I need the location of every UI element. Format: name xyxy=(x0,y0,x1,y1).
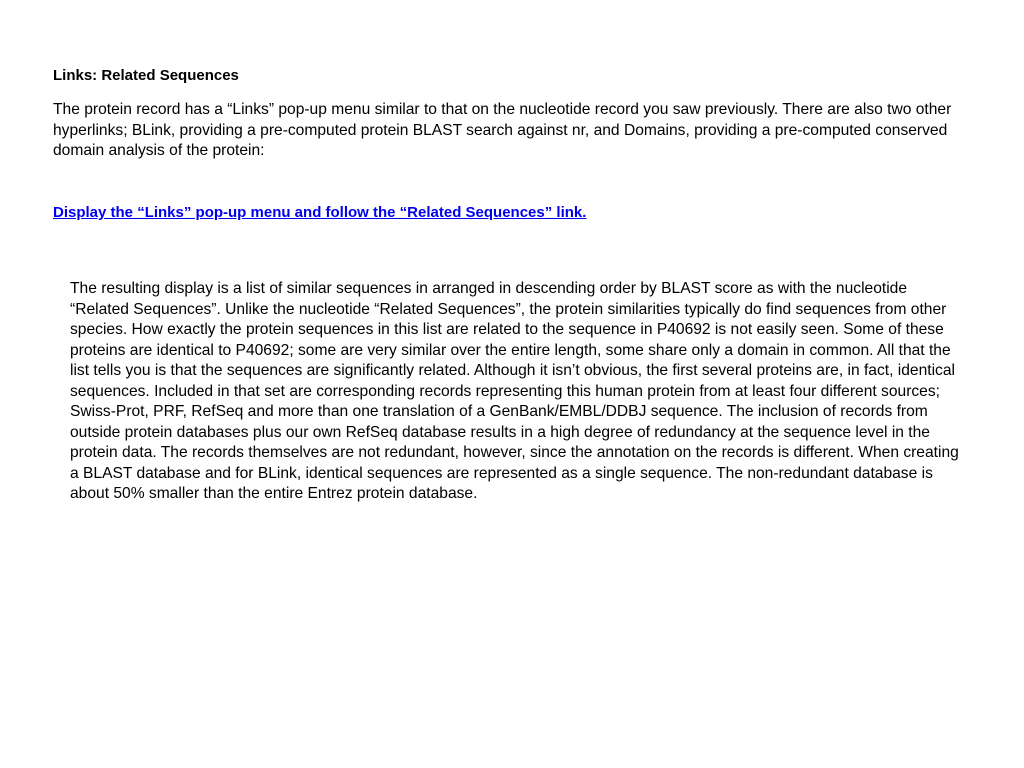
body-paragraph: The resulting display is a list of similar sequences in arranged in descending order by BLAST score as with the nucleotide “Related Sequences”. Unlike the nucleotide “Related Sequences”, the protein similarities typically do find sequences from other species. How exactly the protein sequences in this list are related to the sequence in P40692 is not easily seen. Some of these proteins are identical to P40692; some are very similar over the entire length, some share only a domain in common. All that the list tells you is that the sequences are significantly related. Although it isn’t obvious, the first several proteins are, in fact, identical sequences. Included in that set are corresponding records representing this human protein from at least four different sources; Swiss-Prot, PRF, RefSeq and more than one translation of a GenBank/EMBL/DDBJ sequence. The inclusion of records from outside protein databases plus our own RefSeq database results in a high degree of redundancy at the sequence level in the protein data. The records themselves are not redundant, however, since the annotation on the records is different. When creating a BLAST database and for BLink, identical sequences are represented as a single sequence. The non-redundant database is about 50% smaller than the entire Entrez protein database. xyxy=(70,280,959,502)
intro-paragraph: The protein record has a “Links” pop-up menu similar to that on the nucleotide record you saw previously. There are also two other hyperlinks; BLink, providing a pre-computed protein BLAST search against nr, and Domains, providing a pre-computed conserved domain analysis of the protein: xyxy=(53,101,952,159)
related-sequences-link[interactable]: Display the “Links” pop-up menu and follow the “Related Sequences” link. xyxy=(53,204,587,221)
slide-heading: Links: Related Sequences xyxy=(53,67,239,84)
